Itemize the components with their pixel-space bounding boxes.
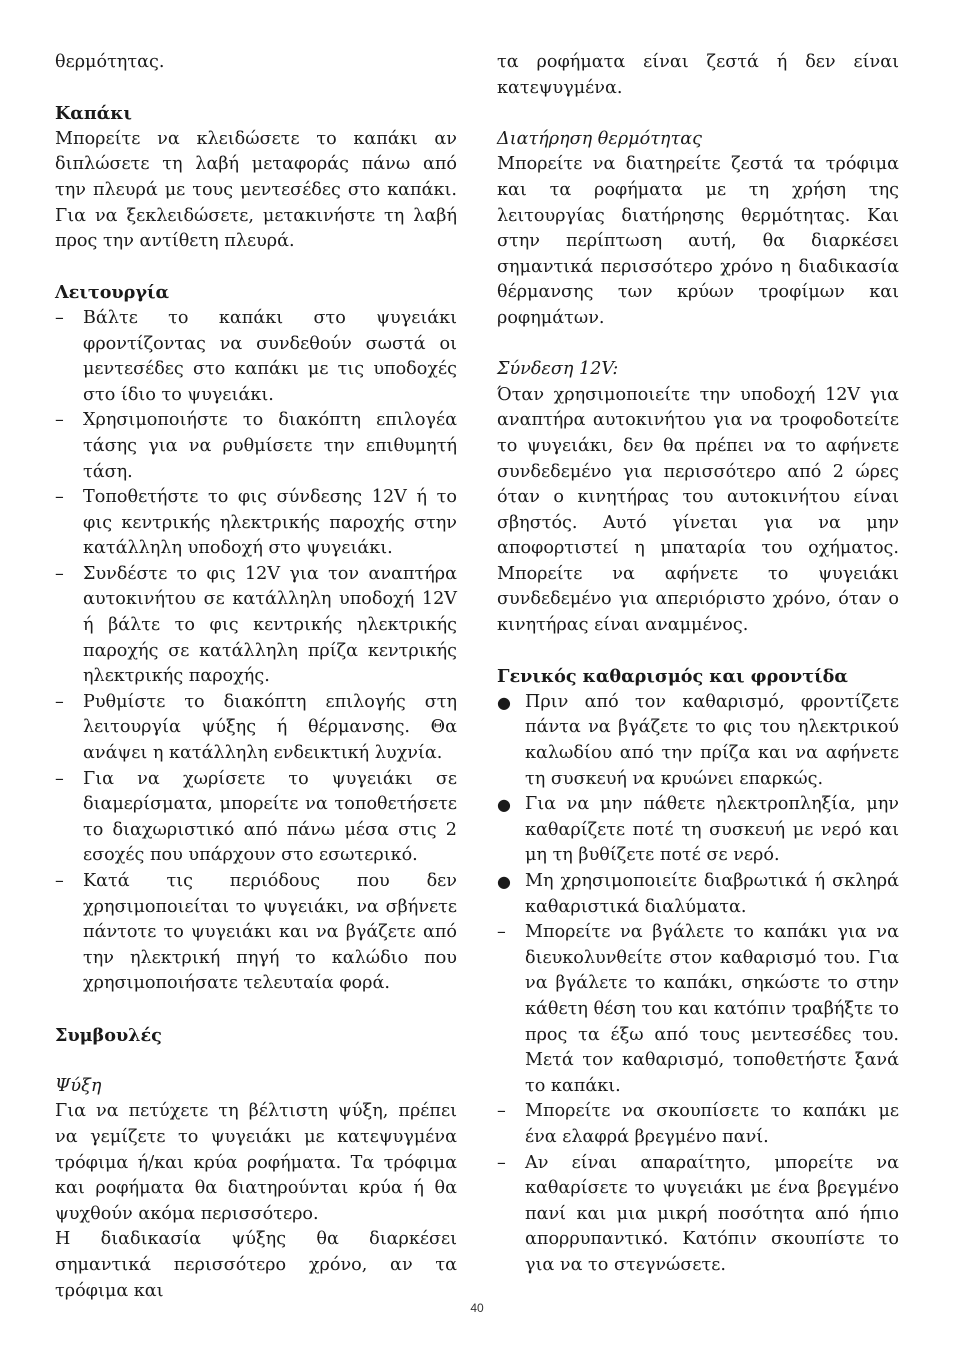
operation-list <box>55 306 457 997</box>
list-item: – Μπορείτε να σκουπίσετε το καπάκι με ένα ελαφρά βρεγμένο πανί. <box>497 1101 899 1147</box>
right-column <box>497 50 899 1279</box>
dash-marker: – <box>497 922 506 943</box>
cooling-continuation: τα ροφήματα είναι ζεστά ή δεν είναι κατεψυγμένα. <box>497 52 899 98</box>
list-item: ● Μη χρησιμοποιείτε διαβρωτικά ή σκληρά καθαριστικά διαλύματα. <box>497 871 899 917</box>
connection-paragraph: Όταν χρησιμοποιείτε την υποδοχή 12V για αναπτήρα αυτοκινήτου για να τροφοδοτείτε το ψυγειάκι, δεν θα πρέπει να το αφήνετε συνδεδεμένο για περισσότερο από 2 ώρες όταν ο κινητήρας του αυτοκινήτου είναι σβηστός. Αυτό γίνεται για να μην αποφορτιστεί η μπαταρία του οχήματος. Μπορείτε να αφήνετε το ψυγειάκι συνδεδεμένο για απεριόριστο χρόνο, όταν ο κινητήρας είναι αναμμένος. <box>497 384 899 636</box>
connection-subheading: Σύνδεση 12V: <box>497 359 619 380</box>
dash-marker: – <box>55 410 64 431</box>
list-item: – Χρησιμοποιήστε το διακόπτη επιλογέα τάσης για να ρυθμίσετε την επιθυμητή τάση. <box>55 410 457 482</box>
lid-heading: Καπάκι <box>55 103 132 125</box>
list-item: – Αν είναι απαραίτητο, μπορείτε να καθαρίσετε το ψυγειάκι με ένα βρεγμένο πανί και μια μικρή ποσότητα από ήπιο απορρυπαντικό. Κατόπιν σκουπίστε το για να το στεγνώσετε. <box>497 1152 899 1275</box>
dash-marker: – <box>55 307 64 328</box>
dash-marker: – <box>497 1101 506 1122</box>
dash-marker: – <box>497 1152 506 1173</box>
lid-paragraph: Μπορείτε να κλειδώσετε το καπάκι αν διπλώσετε τη λαβή μεταφοράς πάνω από την πλευρά με τους μεντεσέδες στο καπάκι. Για να ξεκλειδώσετε, μετακινήστε τη λαβή προς την αντίθετη πλευρά. <box>55 128 457 252</box>
cooling-paragraph-2: Η διαδικασία ψύξης θα διαρκέσει σημαντικά περισσότερο χρόνο, αν τα τρόφιμα και <box>55 1229 457 1301</box>
dash-marker: – <box>55 768 64 789</box>
list-item: ● Για να μην πάθετε ηλεκτροπληξία, μην καθαρίζετε ποτέ τη συσκευή με νερό και μη τη βυθίζετε ποτέ σε νερό. <box>497 794 899 866</box>
cleaning-heading: Γενικός καθαρισμός και φροντίδα <box>497 666 848 688</box>
operation-heading: Λειτουργία <box>55 282 170 304</box>
page-number: 40 <box>470 1301 484 1315</box>
dash-marker: – <box>55 691 64 712</box>
tips-heading: Συμβουλές <box>55 1024 162 1046</box>
dash-marker: – <box>55 487 64 508</box>
dash-marker: – <box>55 871 64 891</box>
left-column <box>55 50 457 1304</box>
list-item: – Μπορείτε να βγάλετε το καπάκι για να διευκολυνθείτε στον καθαρισμό του. Για να βγάλετε το καπάκι, σηκώστε το στην κάθετη θέση του και κατόπιν τραβήξτε το προς τα έξω από τους μεντεσέδες του. Μετά τον καθαρισμό, τοποθετήστε ξανά το καπάκι. <box>497 922 899 1096</box>
bullet-icon: ● <box>497 872 511 891</box>
list-item: ● Πριν από τον καθαρισμό, φροντίζετε πάντα να βγάζετε το φις του ηλεκτρικού καλωδίου από την πρίζα και να αφήνετε τη συσκευή να κρυώνει επαρκώς. <box>497 691 899 789</box>
list-item: – Κατά τις περιόδους που δεν χρησιμοποιείται το ψυγειάκι, να σβήνετε πάντοτε το ψυγειάκι και να βγάζετε από την ηλεκτρική πηγή το καλώδιο που χρησιμοποιήσατε τελευταία φορά. <box>55 871 457 994</box>
list-item: – Για να χωρίσετε το ψυγειάκι σε διαμερίσματα, μπορείτε να τοποθετήσετε το διαχωριστικό από πάνω μέσα στις 2 εσοχές που υπάρχουν στο εσωτερικό. <box>55 768 457 866</box>
intro-text: θερμότητας. <box>55 52 165 72</box>
bullet-icon: ● <box>497 692 511 712</box>
cooling-paragraph: Για να πετύχετε τη βέλτιστη ψύξη, πρέπει να γεμίζετε το ψυγειάκι με κατεψυγμένα τρόφιμα ή/και κρύα ροφήματα. Τα τρόφιμα και ροφήματα θα διατηρούνται κρύα ή θα ψυχθούν ακόμα περισσότερο. <box>55 1101 457 1224</box>
cooling-subheading: Ψύξη <box>55 1075 102 1096</box>
list-item: – Ρυθμίστε το διακόπτη επιλογής στη λειτουργία ψύξης ή θέρμανσης. Θα ανάψει η κατάλληλη ενδεικτική λυχνία. <box>55 691 457 764</box>
bullet-icon: ● <box>497 795 511 815</box>
dash-marker: – <box>55 563 64 584</box>
list-item: – Βάλτε το καπάκι στο ψυγειάκι φροντίζοντας να συνδεθούν σωστά οι μεντεσέδες στο καπάκι με τις υποδοχές στο ίδιο το ψυγειάκι. <box>55 307 457 405</box>
keepwarm-paragraph: Μπορείτε να διατηρείτε ζεστά τα τρόφιμα και τα ροφήματα με τη χρήση της λειτουργίας διατήρησης θερμότητας. Και στην περίπτωση αυτή, θα διαρκέσει σημαντικά περισσότερο χρόνο η διαδικασία θέρμανσης των κρύων τροφίμων και ροφημάτων. <box>497 154 899 328</box>
cleaning-list <box>497 690 899 1279</box>
list-item: – Συνδέστε το φις 12V για τον αναπτήρα αυτοκινήτου σε κατάλληλη υποδοχή 12V ή βάλτε το φις κεντρικής ηλεκτρικής παροχής σε κατάλληλη πρίζα κεντρικής ηλεκτρικής παροχής. <box>55 563 457 687</box>
keepwarm-subheading: Διατήρηση θερμότητας <box>497 128 702 149</box>
list-item: – Τοποθετήστε το φις σύνδεσης 12V ή το φις κεντρικής ηλεκτρικής παροχής στην κατάλληλη υποδοχή στο ψυγειάκι. <box>55 487 457 559</box>
